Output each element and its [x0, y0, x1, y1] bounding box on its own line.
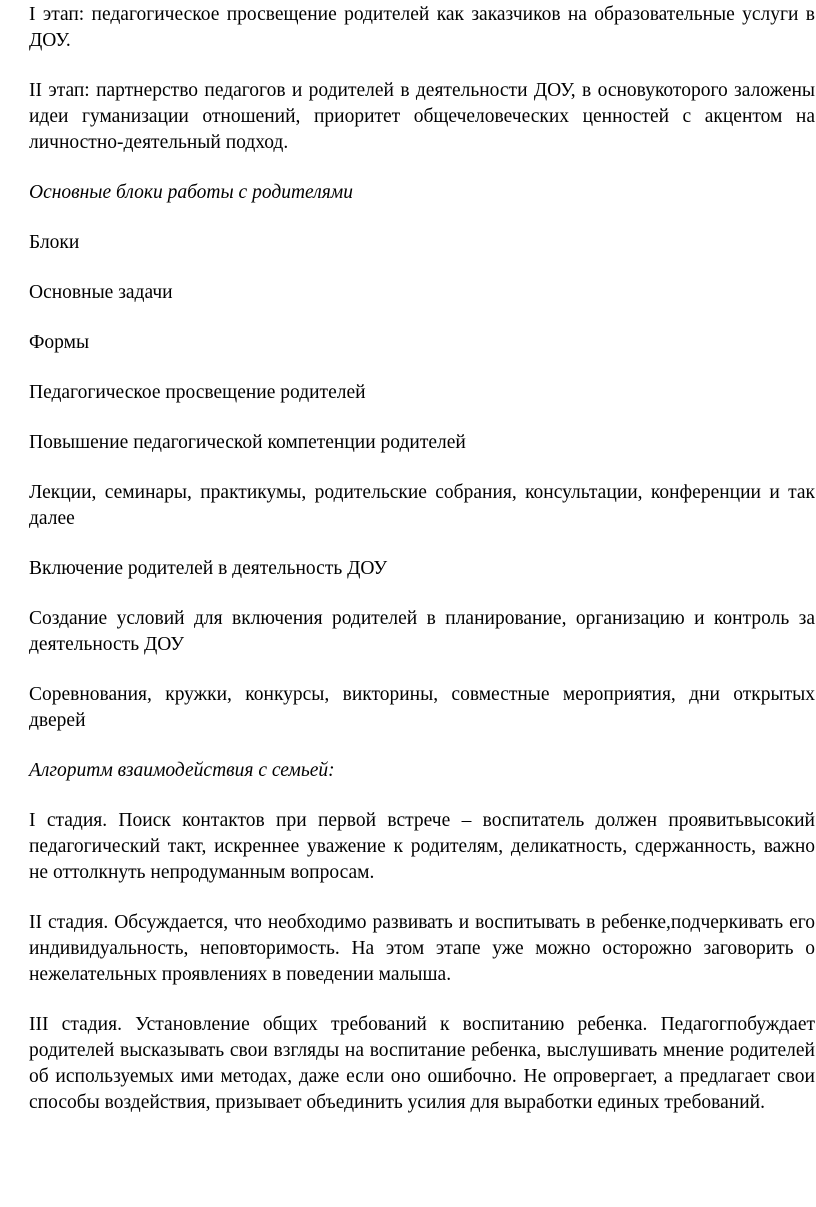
paragraph-stage-iii: III стадия. Установление общих требований к воспитанию ребенка. Педагогпобуждает родителей высказывать свои взгляды на воспитание ребенка, выслушивать мнение родителей об используемых ими методах, даже если оно ошибочно. Не опровергает, а предлагает свои способы воздействия, призывает объединить усилия для выработки единых требований.	[29, 1014, 815, 1113]
paragraph-stage-1: I этап: педагогическое просвещение родителей как заказчиков на образовательные услуги в ДОУ.	[29, 4, 815, 51]
forms-lectures: Лекции, семинары, практикумы, родительские собрания, консультации, конференции и так далее	[29, 482, 815, 529]
paragraph-stage-i: I стадия. Поиск контактов при первой встрече – воспитатель должен проявитьвысокий педагогический такт, искреннее уважение к родителям, деликатность, сдержанность, важно не оттолкнуть непродуманным вопросам.	[29, 810, 815, 883]
document-page	[29, 2, 815, 1140]
paragraph-stage-2: II этап: партнерство педагогов и родителей в деятельности ДОУ, в основукоторого заложены идеи гуманизации отношений, приоритет общечеловеческих ценностей с акцентом на личностно-деятельный подход.	[29, 80, 815, 153]
block-inclusion: Включение родителей в деятельность ДОУ	[29, 558, 388, 579]
paragraph-stage-ii: II стадия. Обсуждается, что необходимо развивать и воспитывать в ребенке,подчеркивать его индивидуальность, неповторимость. На этом этапе уже можно осторожно заговорить о нежелательных проявлениях в поведении малыша.	[29, 912, 815, 985]
label-blocks: Блоки	[29, 232, 80, 253]
label-forms: Формы	[29, 332, 90, 353]
block-pedagogical-education: Педагогическое просвещение родителей	[29, 382, 366, 403]
task-competence: Повышение педагогической компетенции родителей	[29, 432, 466, 453]
heading-algorithm: Алгоритм взаимодействия с семьей:	[29, 760, 335, 781]
heading-main-blocks: Основные блоки работы с родителями	[29, 182, 353, 203]
label-main-tasks: Основные задачи	[29, 282, 173, 303]
forms-competitions: Соревнования, кружки, конкурсы, викторины, совместные мероприятия, дни открытых дверей	[29, 684, 815, 731]
task-conditions: Создание условий для включения родителей в планирование, организацию и контроль за деятельность ДОУ	[29, 608, 815, 655]
